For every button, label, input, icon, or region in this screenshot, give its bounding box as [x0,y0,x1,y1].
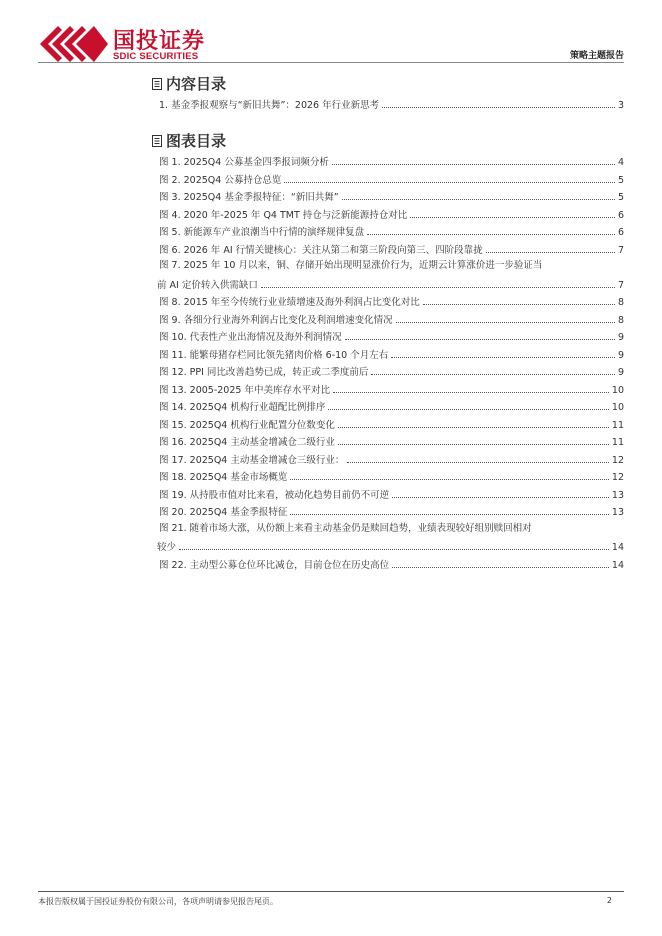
toc-entry[interactable] [159,502,624,520]
toc-entry-page: 4 [617,157,624,168]
toc-entry-label: 图 15. 2025Q4 机构行业配置分位数变化 [159,419,335,431]
toc-entry[interactable] [159,555,624,573]
toc-entry-page: 3 [617,100,624,111]
dot-leader [371,362,615,375]
dot-leader [367,222,615,235]
toc-entry-label: 图 6. 2026 年 AI 行情关键核心：关注从第二和第三阶段向第三、四阶段靠拢 [159,244,483,256]
toc-entry-page: 14 [611,559,624,571]
report-type-label: 策略主题报告 [569,51,624,61]
toc-entry[interactable] [159,310,624,328]
dot-leader [347,450,609,463]
toc-entry-label: 图 8. 2015 年至今传统行业业绩增速及海外利润占比变化对比 [159,297,420,308]
toc-entry[interactable] [159,292,624,310]
toc-entry-page: 10 [611,402,624,413]
dot-leader [290,502,609,515]
dot-leader [486,240,615,253]
toc-entry-label: 图 18. 2025Q4 基金市场概览 [159,472,288,483]
toc-entry-label: 图 1. 2025Q4 公募基金四季报词频分析 [159,157,329,168]
contents-list [159,95,624,113]
toc-entry-page: 12 [611,454,624,466]
dot-leader [396,310,615,323]
toc-entry[interactable] [159,485,624,503]
toc-entry-page: 7 [617,279,624,291]
toc-entry-page: 5 [617,174,624,186]
dot-leader [382,95,615,108]
toc-entry-label: 图 12. PPI 同比改善趋势已成，转正或二季度前后 [159,367,369,378]
toc-entry[interactable] [159,380,624,398]
dot-leader [392,485,609,498]
figures-title: 图表目录 [166,132,227,150]
dot-leader [332,152,615,165]
toc-entry[interactable] [159,187,624,205]
figures-list [159,152,624,572]
toc-entry-label: 图 3. 2025Q4 基金季报特征：“新旧共舞” [159,192,339,203]
toc-entry-page: 12 [611,472,624,483]
dot-leader [284,170,615,183]
toc-entry[interactable] [159,345,624,363]
toc-entry-page: 13 [611,489,624,501]
toc-entry-page: 9 [617,332,624,343]
dot-leader [410,205,615,218]
toc-entry-page: 6 [617,227,624,238]
contents-title: 内容目录 [166,75,227,93]
toc-entry[interactable] [159,95,624,113]
toc-entry[interactable] [159,205,624,223]
dot-leader [261,275,615,288]
toc-entry-label: 图 9. 各细分行业海外利润占比变化及利润增速变化情况 [159,314,393,326]
toc-entry[interactable] [159,362,624,380]
toc-entry[interactable] [159,415,624,433]
toc-entry-page: 9 [617,349,624,361]
toc-entry[interactable] [159,397,624,415]
dot-leader [290,467,609,480]
toc-entry[interactable] [159,257,624,292]
toc-entry-label: 图 21. 随着市场大涨，从份额上来看主动基金仍是赎回趋势，业绩表现较好组别赎回相对 [159,522,532,534]
footer-divider [38,891,624,892]
toc-entry-page: 13 [611,507,624,518]
dot-leader [338,415,609,428]
dot-leader [179,537,609,550]
toc-entry-label: 图 22. 主动型公募仓位环比减仓，目前仓位在历史高位 [159,559,390,571]
page-number: 2 [606,896,612,905]
dot-leader [345,327,615,340]
toc-entry-page: 11 [611,419,624,431]
toc-entry-label: 图 17. 2025Q4 主动基金增减仓三级行业： [159,454,345,466]
document-icon [152,133,162,151]
dot-leader [328,397,609,410]
dot-leader [391,345,615,358]
document-icon [152,76,162,94]
toc-entry-label-continued: 较少 [157,542,177,553]
toc-entry-page: 14 [611,542,624,553]
toc-entry-page: 10 [611,384,624,396]
toc-entry[interactable] [159,170,624,188]
toc-entry-label: 图 20. 2025Q4 基金季报特征 [159,507,288,518]
logo-english-name: SDIC SECURITIES [113,51,199,62]
dot-leader [338,432,609,445]
toc-entry-label: 图 14. 2025Q4 机构行业超配比例排序 [159,402,326,413]
toc-entry-label: 图 2. 2025Q4 公募持仓总览 [159,174,282,186]
toc-entry-label: 图 11. 能繁母猪存栏同比领先猪肉价格 6-10 个月左右 [159,349,389,361]
header-divider [38,62,624,63]
toc-entry-label: 图 13. 2005-2025 年中美库存水平对比 [159,384,330,396]
toc-entry-label: 图 16. 2025Q4 主动基金增减仓二级行业 [159,437,335,448]
toc-entry[interactable] [159,467,624,485]
toc-entry[interactable] [159,520,624,555]
toc-entry-page: 8 [617,297,624,308]
toc-entry-page: 6 [617,209,624,221]
toc-entry-label: 图 4. 2020 年-2025 年 Q4 TMT 持仓与泛新能源持仓对比 [159,209,408,221]
figures-heading [152,130,226,151]
toc-entry[interactable] [159,432,624,450]
toc-entry[interactable] [159,240,624,258]
toc-entry[interactable] [159,327,624,345]
toc-entry[interactable] [159,152,624,170]
company-logo [38,24,228,64]
toc-entry-page: 5 [617,192,624,203]
toc-entry[interactable] [159,450,624,468]
logo-mark-icon [38,24,110,64]
toc-entry-label: 图 19. 从持股市值对比来看，被动化趋势目前仍不可逆 [159,489,390,501]
dot-leader [423,292,615,305]
contents-heading [152,73,226,94]
toc-entry-label: 1. 基金季报观察与“新旧共舞”：2026 年行业新思考 [159,100,380,111]
dot-leader [342,187,615,200]
logo-chinese-name: 国投证券 [113,29,206,54]
toc-entry-label: 图 7. 2025 年 10 月以来，铜、存储开始出现明显涨价行为，近期云计算涨价进一步验证当 [159,260,543,271]
dot-leader [333,380,609,393]
toc-entry-label: 图 5. 新能源车产业浪潮当中行情的演绎规律复盘 [159,227,365,238]
dot-leader [392,555,609,568]
toc-entry-page: 11 [611,437,624,448]
toc-entry-label: 图 10. 代表性产业出海情况及海外利润情况 [159,332,342,343]
toc-entry[interactable] [159,222,624,240]
toc-entry-page: 9 [617,367,624,378]
toc-entry-page: 7 [617,244,624,256]
toc-entry-label-continued: 前 AI 定价转入供需缺口 [157,279,258,291]
toc-entry-page: 8 [617,314,624,326]
footer-disclaimer: 本报告版权属于国投证券股份有限公司，各项声明请参见报告尾页。 [38,897,278,906]
